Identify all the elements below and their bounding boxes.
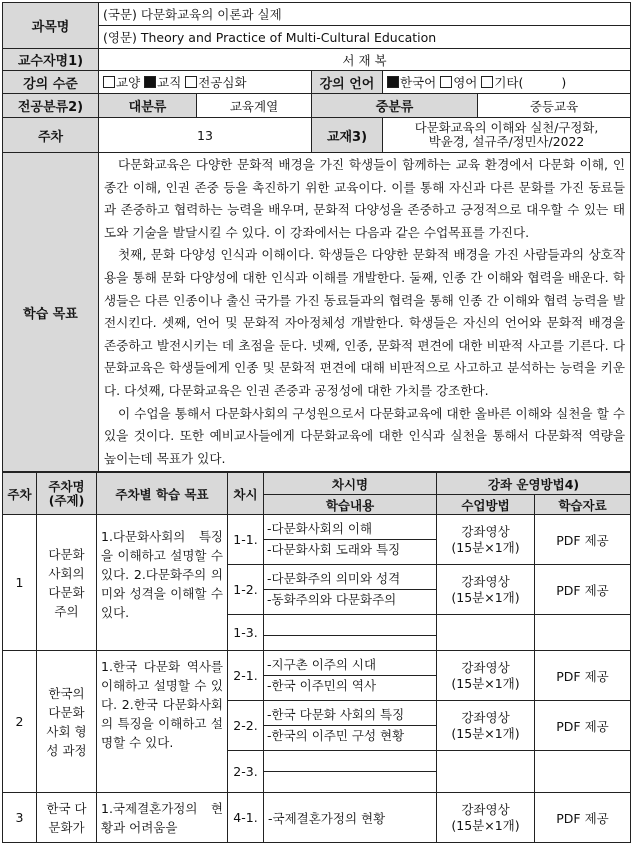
textbook-line-1: 다문화교육의 이해와 실천/구정화,	[414, 120, 599, 135]
major-big-value: 교육계열	[197, 94, 312, 118]
session-number: 4-1.	[228, 793, 264, 843]
method-line: (15분×1개)	[451, 675, 520, 691]
session-material: PDF 제공	[535, 515, 631, 565]
session-number: 2-1.	[228, 651, 264, 701]
table-row	[3, 515, 631, 565]
major-label: 전공분류2)	[3, 94, 99, 118]
method-line: 강좌영상	[461, 659, 510, 675]
session-content	[264, 615, 437, 651]
week-number: 1	[3, 515, 37, 651]
session-material: PDF 제공	[535, 565, 631, 615]
session-method	[437, 615, 535, 651]
level-label: 강의 수준	[3, 71, 99, 94]
session-material: PDF 제공	[535, 793, 631, 843]
session-material: PDF 제공	[535, 701, 631, 751]
table-row	[3, 651, 631, 701]
session-content: -국제결혼가정의 현황	[264, 793, 437, 843]
session-content-line: -한국 이주민의 역사	[267, 678, 377, 694]
language-options	[383, 71, 631, 94]
week-goal: 1.다문화사회의 특징을 이해하고 설명할 수 있다. 2.다문화주의 의미와 성격을 이해할 수 있다.	[97, 515, 228, 651]
textbook-line-2: 박윤경, 설규주/정민사/2022	[428, 134, 585, 149]
schedule-table	[2, 472, 631, 843]
sched-goal-header: 주차별 학습 목표	[97, 473, 228, 515]
session-number: 2-2.	[228, 701, 264, 751]
method-line: 강좌영상	[461, 801, 510, 817]
lang-opt-other-close: )	[561, 75, 567, 90]
lang-opt-other: 기타(	[494, 75, 524, 90]
week-topic: 한국 다문화가	[37, 793, 97, 843]
sched-content-header: 학습내용	[264, 495, 437, 515]
checkbox-icon	[440, 76, 452, 88]
sched-material-header: 학습자료	[535, 495, 631, 515]
session-content-line	[264, 751, 436, 772]
week-goal: 1.한국 다문화 역사를 이해하고 설명할 수 있다. 2.한국 다문화사회의 특징을 이해하고 설명할 수 있다.	[97, 651, 228, 793]
checkbox-icon	[481, 76, 493, 88]
session-method	[437, 565, 535, 615]
textbook-value	[383, 118, 631, 153]
week-goal: 1.국제결혼가정의 현황과 어려움을	[97, 793, 228, 843]
lang-opt-english: 영어	[453, 75, 478, 90]
goals-paragraph-2: 첫째, 문화 다양성 인식과 이해이다. 학생들은 다양한 문화적 배경을 가진 사람들과의 상호작용을 통해 문화 다양성에 대한 인식과 이해를 개발한다. 둘째, 인종 간 이해와 협력을 배운다. 학생들은 다른 인종이나 출신 국가를 가진 동료들과의 협력을 통해 인종 간 이해와 협력 능력을 발전시킨다. 셋째, 언어 및 문화적 자아정체성 개발한다. 학생들은 자신의 언어와 문화적 배경을 존중하고 발전시키는 데 초점을 둔다. 넷째, 인종, 문화적 편견에 대한 비판적 사고를 기른다. 다문화교육은 학생들에게 인종 및 문화적 편견에 대해 비판적으로 사고하고 분석하는 능력을 키운다. 다섯째, 다문화교육은 인권 존중과 공정성에 대한 가치를 강조한다.	[104, 247, 625, 398]
method-line: 강좌영상	[461, 523, 510, 539]
session-content	[264, 701, 437, 751]
major-big-label: 대분류	[99, 94, 197, 118]
goals-paragraph-1: 다문화교육은 다양한 문화적 배경을 가진 학생들이 함께하는 교육 환경에서 다문화 이해, 인종간 이해, 인권 존중 등을 촉진하기 위한 교육이다. 이를 통해 자신과 다른 문화를 가진 동료들과 존중하고 협력하는 능력을 배우며, 문화적 다양성을 존중하고 긍정적으로 대우할 수 있는 태도와 기술을 발달시킬 수 있다. 이 강좌에서는 다음과 같은 수업목표를 가진다.	[104, 157, 625, 240]
session-material: PDF 제공	[535, 651, 631, 701]
method-line: 강좌영상	[461, 709, 510, 725]
sched-topic-header: 주차명 (주제)	[37, 473, 97, 515]
session-content-line: -다문화주의 의미와 성격	[264, 569, 436, 590]
session-content	[264, 651, 437, 701]
session-content-line: -한국의 이주민 구성 현황	[267, 728, 405, 744]
method-line: (15분×1개)	[451, 589, 520, 605]
language-label: 강의 언어	[312, 71, 383, 94]
session-content	[264, 515, 437, 565]
session-method	[437, 701, 535, 751]
sched-session-header: 차시	[228, 473, 264, 515]
checkbox-checked-icon	[144, 76, 156, 88]
session-number: 1-1.	[228, 515, 264, 565]
session-method	[437, 515, 535, 565]
session-number: 1-3.	[228, 615, 264, 651]
sched-session-name-header: 차시명	[264, 473, 437, 495]
sched-week-header: 주차	[3, 473, 37, 515]
course-label: 과목명	[3, 3, 99, 49]
syllabus-page	[2, 2, 630, 843]
session-number: 1-2.	[228, 565, 264, 615]
session-content-line	[264, 615, 436, 636]
professor-name: 서 재 복	[99, 49, 631, 71]
checkbox-icon	[185, 76, 197, 88]
session-content-line: -한국 다문화 사회의 특징	[264, 705, 436, 726]
sched-method-header: 수업방법	[437, 495, 535, 515]
level-opt-teaching: 교직	[157, 75, 182, 90]
method-line: (15분×1개)	[451, 817, 520, 833]
session-material	[535, 751, 631, 793]
session-content	[264, 565, 437, 615]
week-number: 2	[3, 651, 37, 793]
session-content-line: -다문화사회의 이해	[264, 519, 436, 540]
professor-label: 교수자명1)	[3, 49, 99, 71]
session-number: 2-3.	[228, 751, 264, 793]
checkbox-icon	[103, 76, 115, 88]
major-mid-label: 중분류	[312, 94, 478, 118]
weeks-value: 13	[99, 118, 312, 153]
goals-text	[99, 153, 631, 472]
session-method	[437, 793, 535, 843]
lang-opt-korean: 한국어	[400, 75, 437, 90]
course-title-ko: (국문) 다문화교육의 이론과 실제	[99, 3, 631, 26]
textbook-label: 교재3)	[312, 118, 383, 153]
method-line: 강좌영상	[461, 573, 510, 589]
sched-method-group-header: 강좌 운영방법4)	[437, 473, 631, 495]
level-opt-advanced: 전공심화	[198, 75, 247, 90]
week-topic: 다문화 사회의 다문화 주의	[37, 515, 97, 651]
level-options	[99, 71, 312, 94]
session-method	[437, 651, 535, 701]
week-number: 3	[3, 793, 37, 843]
goals-paragraph-3: 이 수업을 통해서 다문화사회의 구성원으로서 다문화교육에 대한 올바른 이해와 실천을 할 수 있을 것이다. 또한 예비교사들에게 다문화교육에 대한 인식과 실천을 통해서 다문화적 역량을 높이는데 목표가 있다.	[104, 405, 625, 466]
checkbox-checked-icon	[387, 76, 399, 88]
table-row	[3, 793, 631, 843]
course-info-table	[2, 2, 631, 472]
course-title-en: (영문) Theory and Practice of Multi-Cultural Education	[99, 26, 631, 49]
session-content-line: -다문화사회 도래와 특징	[267, 542, 401, 558]
session-material	[535, 615, 631, 651]
goals-label: 학습 목표	[3, 153, 99, 472]
weeks-label: 주차	[3, 118, 99, 153]
major-mid-value: 중등교육	[478, 94, 631, 118]
method-line: (15분×1개)	[451, 725, 520, 741]
session-method	[437, 751, 535, 793]
level-opt-liberal: 교양	[116, 75, 141, 90]
week-topic: 한국의 다문화 사회 형성 과정	[37, 651, 97, 793]
session-content-line: -지구촌 이주의 시대	[264, 655, 436, 676]
session-content	[264, 751, 437, 793]
session-content-line	[264, 772, 436, 792]
session-content-line	[264, 636, 436, 650]
method-line: (15분×1개)	[451, 539, 520, 555]
session-content-line: -동화주의와 다문화주의	[267, 592, 397, 608]
